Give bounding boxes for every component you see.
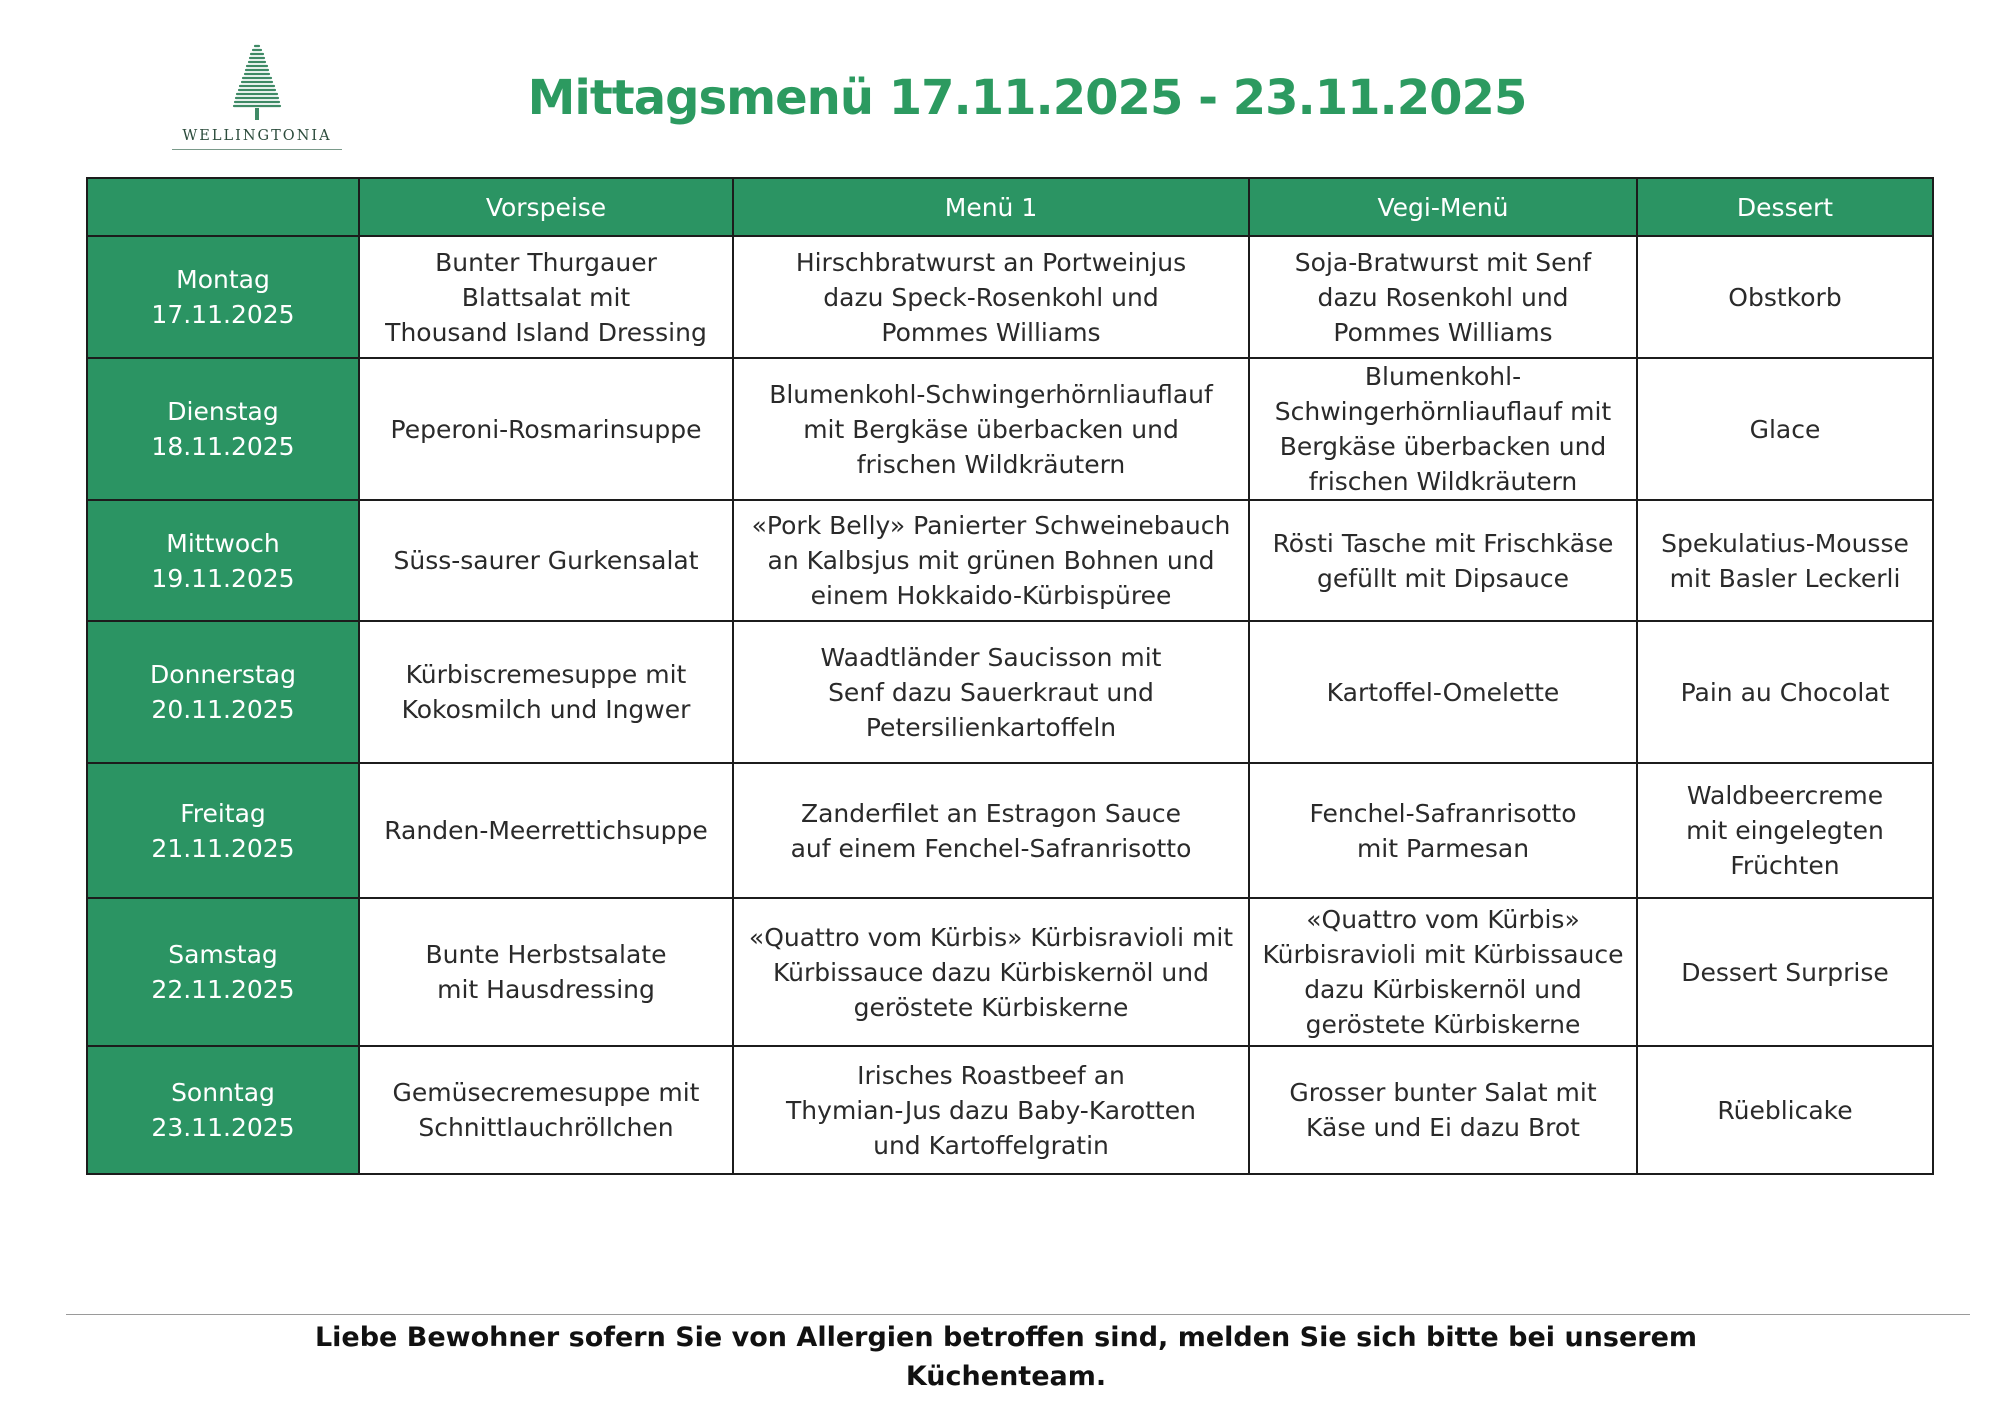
dish-text-line: «Quattro vom Kürbis» Kürbisravioli mit — [748, 922, 1234, 952]
day-name: Donnerstag — [150, 660, 296, 689]
menu1-cell — [733, 358, 1249, 500]
day-name: Mittwoch — [166, 528, 280, 558]
dish-text-line: Blumenkohl-Schwingerhörnliauflauf — [769, 379, 1213, 409]
table-row — [87, 763, 1933, 898]
dish-text-line: «Pork Belly» Panierter Schweinebauch — [751, 511, 1231, 540]
dish-text-line: frischen Wildkräutern — [856, 449, 1126, 479]
dish-text-line: Schwingerhörnliauflauf mit — [1274, 397, 1612, 426]
logo-text: WELLINGTONIA — [182, 128, 332, 144]
dish-text-line: Waadtländer Saucisson mit — [820, 642, 1162, 672]
dish-text-line: Blattsalat mit — [461, 282, 631, 312]
page-title: Mittagsmenü 17.11.2025 - 23.11.2025 — [527, 70, 1527, 126]
dessert-cell — [1637, 621, 1933, 763]
dish-text-line: an Kalbsjus mit grünen Bohnen und — [767, 546, 1215, 575]
dessert-cell — [1637, 1046, 1933, 1174]
dish-text-line: Schnittlauchröllchen — [418, 1113, 674, 1142]
dish-text-line: Dessert Surprise — [1681, 957, 1889, 987]
dish-text-line: auf einem Fenchel-Safranrisotto — [790, 833, 1192, 863]
menu1-cell — [733, 898, 1249, 1046]
day-date: 23.11.2025 — [151, 1113, 295, 1142]
header-empty — [87, 178, 359, 236]
vegi-cell — [1249, 621, 1637, 763]
dish-text-line: mit Basler Leckerli — [1669, 563, 1901, 593]
menu1-cell — [733, 621, 1249, 763]
dish-text-line: Kokosmilch und Ingwer — [401, 695, 691, 724]
dish-text-line: dazu Rosenkohl und — [1317, 282, 1569, 312]
table-row — [87, 898, 1933, 1046]
day-name: Dienstag — [167, 397, 279, 426]
day-cell — [87, 1046, 359, 1174]
day-date: 18.11.2025 — [151, 432, 295, 461]
vorspeise-cell — [359, 898, 733, 1046]
allergy-notice-line-1: Liebe Bewohner sofern Sie von Allergien betroffen sind, melden Sie sich bitte bei unserem — [314, 1322, 1698, 1353]
dish-text-line: geröstete Kürbiskerne — [853, 992, 1129, 1022]
dish-text-line: Bunte Herbstsalate — [425, 940, 667, 969]
dessert-cell — [1637, 898, 1933, 1046]
dish-text-line: Käse und Ei dazu Brot — [1306, 1113, 1580, 1142]
day-name: Sonntag — [171, 1078, 275, 1107]
vorspeise-cell — [359, 763, 733, 898]
header-dessert: Dessert — [1637, 178, 1933, 236]
dish-text-line: Gemüsecremesuppe mit — [392, 1078, 700, 1107]
dish-text-line: Pommes Williams — [1333, 317, 1553, 347]
day-name: Montag — [176, 265, 270, 294]
day-date: 22.11.2025 — [151, 975, 295, 1004]
dish-text-line: einem Hokkaido-Kürbispüree — [810, 581, 1172, 610]
dish-text-line: Kürbisravioli mit Kürbissauce — [1262, 940, 1624, 969]
day-name: Freitag — [180, 798, 266, 828]
dish-text-line: Blumenkohl- — [1364, 362, 1522, 391]
header-menu1: Menü 1 — [733, 178, 1249, 236]
dish-text-line: geröstete Kürbiskerne — [1305, 1010, 1581, 1039]
day-cell — [87, 898, 359, 1046]
menu1-cell — [733, 236, 1249, 358]
dish-text-line: dazu Kürbiskernöl und — [1304, 975, 1582, 1004]
dish-text-line: Randen-Meerrettichsuppe — [384, 816, 708, 845]
vegi-cell — [1249, 898, 1637, 1046]
table-row — [87, 1046, 1933, 1174]
dessert-cell — [1637, 500, 1933, 621]
day-name: Samstag — [168, 940, 278, 969]
dish-text-line: Obstkorb — [1728, 282, 1842, 312]
dish-text-line: Thymian-Jus dazu Baby-Karotten — [786, 1095, 1196, 1125]
dish-text-line: Kartoffel-Omelette — [1326, 677, 1560, 707]
dish-text-line: Glace — [1749, 414, 1821, 444]
dish-text-line: Waldbeercreme — [1686, 781, 1884, 810]
dessert-cell — [1637, 358, 1933, 500]
dish-text-line: Kürbiscremesuppe mit — [405, 660, 687, 689]
table-row — [87, 500, 1933, 621]
day-date: 20.11.2025 — [151, 695, 295, 724]
menu1-cell — [733, 1046, 1249, 1174]
dish-text-line: mit Hausdressing — [437, 975, 655, 1004]
dish-text-line: Soja-Bratwurst mit Senf — [1294, 247, 1592, 277]
dish-text-line: Irisches Roastbeef an — [857, 1060, 1125, 1090]
dish-text-line: Hirschbratwurst an Portweinjus — [795, 247, 1187, 277]
dessert-cell — [1637, 763, 1933, 898]
dish-text-line: Pain au Chocolat — [1680, 677, 1890, 707]
dish-text-line: Peperoni-Rosmarinsuppe — [390, 414, 702, 444]
vorspeise-cell — [359, 500, 733, 621]
day-date: 19.11.2025 — [151, 563, 295, 593]
dish-text-line: gefüllt mit Dipsauce — [1317, 563, 1569, 593]
vorspeise-cell — [359, 236, 733, 358]
vegi-cell — [1249, 236, 1637, 358]
dish-text-line: Senf dazu Sauerkraut und — [828, 677, 1154, 707]
dish-text-line: Süss-saurer Gurkensalat — [393, 546, 699, 575]
dish-text-line: Zanderfilet an Estragon Sauce — [800, 798, 1182, 828]
day-cell — [87, 358, 359, 500]
table-row — [87, 236, 1933, 358]
day-cell — [87, 621, 359, 763]
dish-text-line: Rüeblicake — [1717, 1095, 1853, 1125]
menu1-cell — [733, 763, 1249, 898]
menu-table — [86, 177, 1934, 1175]
dish-text-line: mit eingelegten — [1686, 816, 1884, 845]
allergy-notice — [0, 1318, 2000, 1396]
menu-body — [87, 236, 1933, 1174]
dish-text-line: Grosser bunter Salat mit — [1289, 1078, 1597, 1107]
header-vorspeise: Vorspeise — [359, 178, 733, 236]
footer-divider — [66, 1314, 1970, 1315]
table-row — [87, 621, 1933, 763]
vorspeise-cell — [359, 1046, 733, 1174]
dish-text-line: und Kartoffelgratin — [873, 1130, 1109, 1160]
dish-text-line: Spekulatius-Mousse — [1661, 528, 1909, 558]
day-cell — [87, 236, 359, 358]
header-vegi: Vegi-Menü — [1249, 178, 1637, 236]
dish-text-line: Petersilienkartoffeln — [865, 712, 1117, 742]
vegi-cell — [1249, 500, 1637, 621]
vegi-cell — [1249, 358, 1637, 500]
table-row — [87, 358, 1933, 500]
dish-text-line: Rösti Tasche mit Frischkäse — [1272, 528, 1614, 558]
logo-underline — [172, 149, 342, 150]
dish-text-line: Früchten — [1730, 851, 1840, 880]
vegi-cell — [1249, 763, 1637, 898]
vegi-cell — [1249, 1046, 1637, 1174]
dish-text-line: dazu Speck-Rosenkohl und — [823, 282, 1159, 312]
dish-text-line: Fenchel-Safranrisotto — [1309, 798, 1577, 828]
allergy-notice-line-2: Küchenteam. — [905, 1361, 1107, 1392]
day-date: 17.11.2025 — [151, 300, 295, 329]
vorspeise-cell — [359, 358, 733, 500]
dish-text-line: frischen Wildkräutern — [1308, 467, 1578, 496]
header-row — [87, 178, 1933, 236]
dish-text-line: mit Bergkäse überbacken und — [803, 414, 1179, 444]
dish-text-line: mit Parmesan — [1356, 833, 1530, 863]
vorspeise-cell — [359, 621, 733, 763]
dish-text-line: «Quattro vom Kürbis» — [1306, 905, 1580, 934]
day-cell — [87, 500, 359, 621]
day-cell — [87, 763, 359, 898]
dessert-cell — [1637, 236, 1933, 358]
menu1-cell — [733, 500, 1249, 621]
dish-text-line: Bunter Thurgauer — [435, 247, 657, 277]
dish-text-line: Thousand Island Dressing — [385, 317, 707, 347]
day-date: 21.11.2025 — [151, 833, 295, 863]
dish-text-line: Pommes Williams — [881, 317, 1101, 347]
dish-text-line: Kürbissauce dazu Kürbiskernöl und — [773, 957, 1209, 987]
dish-text-line: Bergkäse überbacken und — [1279, 432, 1607, 461]
